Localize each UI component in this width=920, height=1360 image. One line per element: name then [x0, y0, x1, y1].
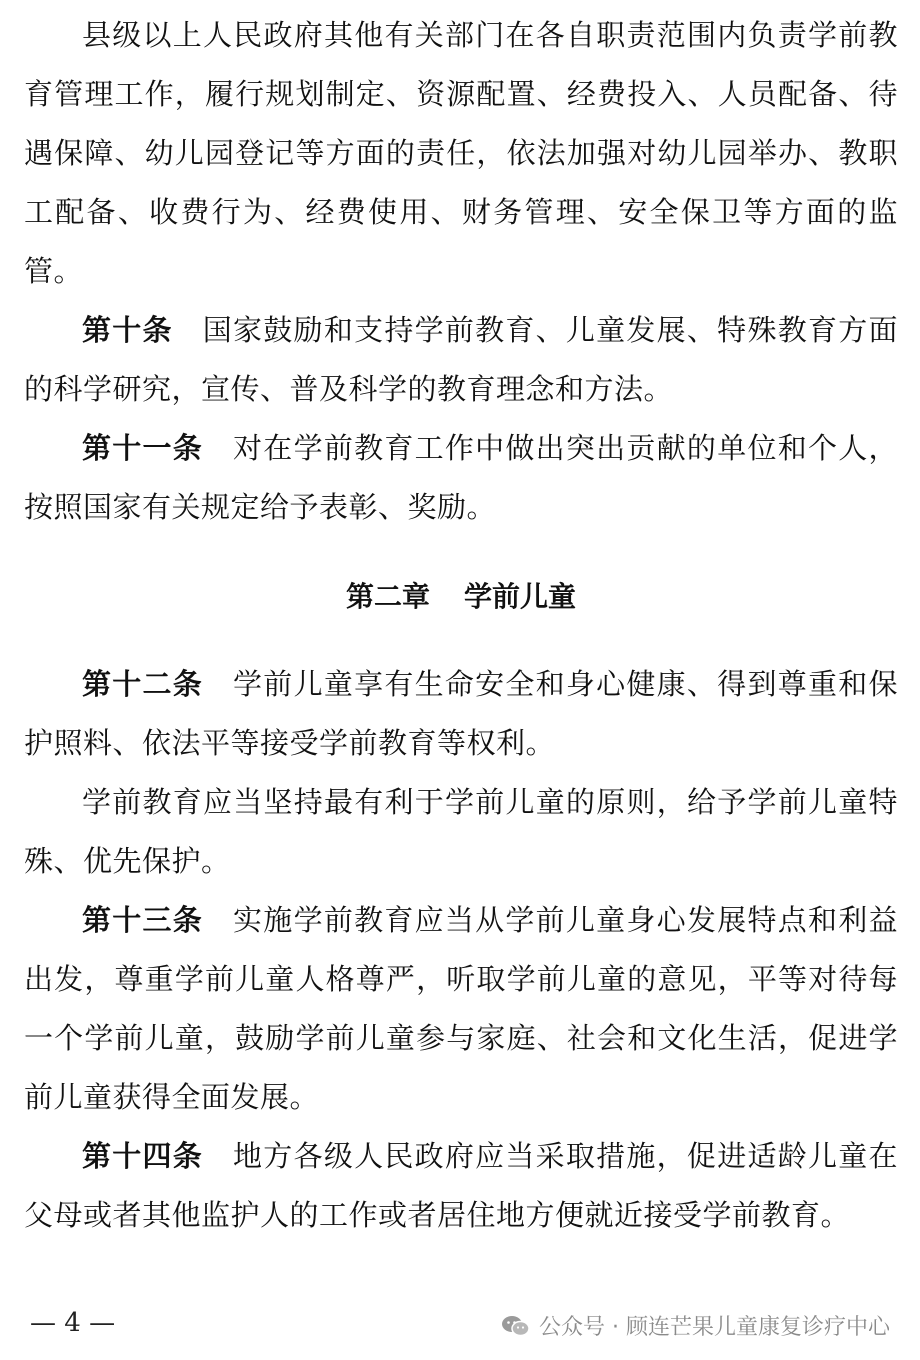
paragraph-text: 县级以上人民政府其他有关部门在各自职责范围内负责学前教育管理工作，履行规划制定、资源配置、经费投入、人员配备、待遇保障、幼儿园登记等方面的责任，依法加强对幼儿园举办、教职工配备、收费行为、经费使用、财务管理、安全保卫等方面的监管。: [24, 18, 898, 288]
paragraph-text: 学前教育应当坚持最有利于学前儿童的原则，给予学前儿童特殊、优先保护。: [24, 785, 898, 878]
article-12: [24, 655, 898, 773]
article-text: 地方各级人民政府应当采取措施，促进适龄儿童在父母或者其他监护人的工作或者居住地方便就近接受学前教育。: [24, 1139, 898, 1232]
chapter-heading: [24, 567, 898, 626]
watermark-text: 公众号 · 顾连芒果儿童康复诊疗中心: [539, 1315, 890, 1340]
page-footer: [0, 1300, 920, 1350]
article-label: 第十二条: [82, 667, 204, 701]
chapter-title: 学前儿童: [464, 580, 577, 613]
article-label: 第十四条: [82, 1139, 204, 1173]
document-body: [24, 6, 898, 1245]
wechat-icon: [501, 1314, 531, 1338]
paragraph-1: [24, 6, 898, 301]
article-label: 第十一条: [82, 431, 204, 465]
article-text: 学前儿童享有生命安全和身心健康、得到尊重和保护照料、依法平等接受学前教育等权利。: [24, 667, 898, 760]
page-number: — 4 —: [30, 1308, 116, 1338]
watermark: [501, 1310, 890, 1341]
chapter-number: 第二章: [345, 580, 430, 613]
article-13: [24, 891, 898, 1127]
paragraph-12b: [24, 773, 898, 891]
article-text: 对在学前教育工作中做出突出贡献的单位和个人，按照国家有关规定给予表彰、奖励。: [24, 431, 898, 524]
article-label: 第十三条: [82, 903, 204, 937]
article-text: 实施学前教育应当从学前儿童身心发展特点和利益出发，尊重学前儿童人格尊严，听取学前儿童的意见，平等对待每一个学前儿童，鼓励学前儿童参与家庭、社会和文化生活，促进学前儿童获得全面发展。: [24, 903, 898, 1114]
article-label: 第十条: [82, 313, 173, 347]
article-text: 国家鼓励和支持学前教育、儿童发展、特殊教育方面的科学研究，宣传、普及科学的教育理念和方法。: [24, 313, 898, 406]
article-14: [24, 1127, 898, 1245]
article-10: [24, 301, 898, 419]
article-11: [24, 419, 898, 537]
